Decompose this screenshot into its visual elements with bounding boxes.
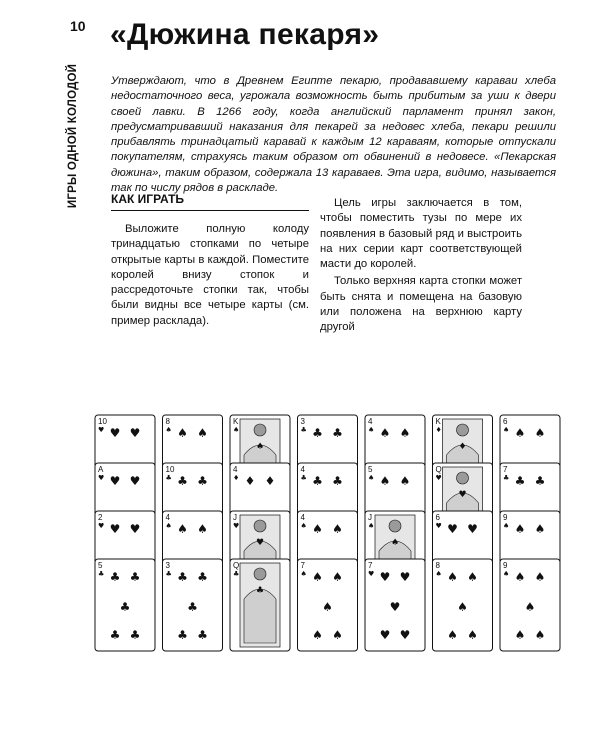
heart-icon: ♥ bbox=[435, 474, 442, 482]
club-icon: ♣ bbox=[187, 600, 198, 614]
heart-icon: ♥ bbox=[435, 522, 442, 530]
intro-paragraph bbox=[111, 74, 556, 196]
card-rank: 7 bbox=[503, 465, 508, 474]
how-to-play-heading: КАК ИГРАТЬ bbox=[111, 192, 185, 206]
spade-icon: ♠ bbox=[165, 522, 172, 530]
card-rank: 5 bbox=[98, 561, 103, 570]
spade-icon: ♠ bbox=[399, 426, 411, 440]
card-rank: 4 bbox=[165, 513, 170, 522]
spade-icon: ♠ bbox=[197, 426, 208, 440]
club-icon: ♣ bbox=[177, 474, 188, 488]
card-7-of-spades bbox=[298, 559, 358, 651]
heart-icon: ♥ bbox=[109, 474, 121, 488]
club-icon: ♣ bbox=[312, 426, 323, 440]
club-icon: ♣ bbox=[332, 426, 343, 440]
club-icon: ♣ bbox=[165, 570, 172, 578]
spade-icon: ♠ bbox=[534, 426, 546, 440]
club-icon: ♣ bbox=[197, 628, 208, 642]
club-icon: ♣ bbox=[98, 570, 105, 578]
heart-icon: ♥ bbox=[399, 628, 411, 642]
spade-icon: ♠ bbox=[300, 522, 307, 530]
club-icon: ♣ bbox=[233, 570, 240, 578]
spade-icon: ♠ bbox=[312, 522, 323, 536]
club-icon: ♣ bbox=[312, 474, 323, 488]
card-rank: 7 bbox=[368, 561, 373, 570]
club-icon: ♣ bbox=[129, 628, 141, 642]
card-rank: K bbox=[233, 417, 239, 426]
spade-icon: ♠ bbox=[379, 426, 391, 440]
spade-icon: ♠ bbox=[503, 426, 510, 434]
heart-icon: ♥ bbox=[368, 570, 375, 578]
spade-icon: ♠ bbox=[514, 522, 526, 536]
spade-icon: ♠ bbox=[524, 600, 536, 614]
spade-icon: ♠ bbox=[534, 628, 546, 642]
tableau-illustration bbox=[90, 400, 546, 642]
right-column bbox=[320, 196, 522, 336]
card-rank: 4 bbox=[300, 465, 305, 474]
card-rank: 7 bbox=[300, 561, 305, 570]
diamond-icon: ♦ bbox=[233, 474, 240, 482]
heart-icon: ♥ bbox=[98, 474, 105, 482]
heart-icon: ♥ bbox=[129, 522, 141, 536]
section-tab bbox=[60, 36, 86, 236]
club-icon: ♣ bbox=[534, 474, 546, 488]
card-rank: J bbox=[368, 513, 372, 522]
heart-icon: ♥ bbox=[129, 426, 141, 440]
diamond-icon: ♦ bbox=[264, 474, 276, 488]
card-rank: Q bbox=[435, 465, 442, 474]
spade-icon: ♠ bbox=[255, 442, 265, 452]
page-number: 10 bbox=[70, 18, 86, 34]
card-rank: 3 bbox=[300, 417, 305, 426]
spade-icon: ♠ bbox=[514, 426, 526, 440]
rules-paragraph-3: Только верхняя карта стопки может быть снята и помещена на базовую или положена на верхнюю карту другой bbox=[320, 275, 522, 334]
club-icon: ♣ bbox=[255, 586, 265, 596]
heart-icon: ♥ bbox=[109, 522, 121, 536]
heart-icon: ♥ bbox=[379, 628, 391, 642]
card-rank: A bbox=[98, 465, 104, 474]
how-to-play-heading-block bbox=[111, 192, 309, 211]
card-rank: 10 bbox=[98, 417, 107, 426]
card-rank: 4 bbox=[233, 465, 238, 474]
spade-icon: ♠ bbox=[177, 522, 188, 536]
card-rank: 5 bbox=[368, 465, 373, 474]
page-title: «Дюжина пекаря» bbox=[110, 18, 380, 51]
card-rank: 9 bbox=[503, 513, 508, 522]
card-rank: 3 bbox=[165, 561, 170, 570]
spade-icon: ♠ bbox=[197, 522, 208, 536]
club-icon: ♣ bbox=[109, 628, 121, 642]
spade-icon: ♠ bbox=[467, 628, 478, 642]
heart-icon: ♥ bbox=[389, 600, 401, 614]
card-rank: 2 bbox=[98, 513, 103, 522]
card-rank: 6 bbox=[503, 417, 508, 426]
card-3-of-clubs bbox=[163, 559, 223, 651]
heart-icon: ♥ bbox=[467, 522, 478, 536]
heart-icon: ♥ bbox=[447, 522, 458, 536]
spade-icon: ♠ bbox=[165, 426, 172, 434]
club-icon: ♣ bbox=[129, 570, 141, 584]
diamond-icon: ♦ bbox=[435, 426, 442, 434]
club-icon: ♣ bbox=[165, 474, 172, 482]
diamond-icon: ♦ bbox=[458, 442, 467, 452]
card-rank: 4 bbox=[300, 513, 305, 522]
card-9-of-spades bbox=[500, 559, 560, 651]
heart-icon: ♥ bbox=[399, 570, 411, 584]
spade-icon: ♠ bbox=[467, 570, 478, 584]
card-rank: K bbox=[435, 417, 441, 426]
card-layout-example bbox=[90, 400, 546, 642]
rules-paragraph-2: Цель игры заключается в том, чтобы поместить тузы по мере их появления в базовый ряд и выстроить на них серии карт соответствующей масти до королей. bbox=[320, 197, 522, 271]
spade-icon: ♠ bbox=[332, 628, 343, 642]
card-queen-of-clubs bbox=[230, 559, 290, 651]
spade-icon: ♠ bbox=[368, 474, 375, 482]
spade-icon: ♠ bbox=[435, 570, 442, 578]
card-5-of-clubs bbox=[95, 559, 155, 651]
spade-icon: ♠ bbox=[390, 538, 400, 548]
spade-icon: ♠ bbox=[534, 522, 546, 536]
card-rank: 9 bbox=[503, 561, 508, 570]
club-icon: ♣ bbox=[503, 474, 510, 482]
rules-paragraph-1: Выложите полную колоду тринадцатью стопками по четыре открытые карты в каждой. Поместите королей внизу стопок и рассредоточьте стопки так, чтобы были видны все четыре карты (см. пример расклада). bbox=[111, 223, 309, 327]
spade-icon: ♠ bbox=[300, 570, 307, 578]
spade-icon: ♠ bbox=[233, 426, 240, 434]
section-tab-label: ИГРЫ ОДНОЙ КОЛОДОЙ bbox=[67, 63, 79, 209]
spade-icon: ♠ bbox=[514, 628, 526, 642]
spade-icon: ♠ bbox=[447, 570, 458, 584]
card-7-of-hearts bbox=[365, 559, 425, 651]
club-icon: ♣ bbox=[514, 474, 526, 488]
heart-icon: ♥ bbox=[98, 522, 105, 530]
spade-icon: ♠ bbox=[368, 522, 375, 530]
card-rank: 4 bbox=[368, 417, 373, 426]
left-column bbox=[111, 222, 309, 329]
spade-icon: ♠ bbox=[399, 474, 411, 488]
club-icon: ♣ bbox=[109, 570, 121, 584]
spade-icon: ♠ bbox=[368, 426, 375, 434]
spade-icon: ♠ bbox=[534, 570, 546, 584]
card-rank: Q bbox=[233, 561, 240, 570]
club-icon: ♣ bbox=[300, 474, 307, 482]
spade-icon: ♠ bbox=[503, 570, 510, 578]
club-icon: ♣ bbox=[119, 600, 131, 614]
heart-icon: ♥ bbox=[129, 474, 141, 488]
club-icon: ♣ bbox=[197, 570, 208, 584]
club-icon: ♣ bbox=[177, 628, 188, 642]
club-icon: ♣ bbox=[197, 474, 208, 488]
heart-icon: ♥ bbox=[255, 538, 265, 548]
card-rank: 8 bbox=[165, 417, 170, 426]
spade-icon: ♠ bbox=[312, 570, 323, 584]
spade-icon: ♠ bbox=[332, 570, 343, 584]
heart-icon: ♥ bbox=[109, 426, 121, 440]
card-rank: 10 bbox=[165, 465, 175, 474]
spade-icon: ♠ bbox=[447, 628, 458, 642]
card-rank: 8 bbox=[435, 561, 440, 570]
club-icon: ♣ bbox=[177, 570, 188, 584]
card-rank: J bbox=[233, 513, 237, 522]
card-8-of-spades bbox=[433, 559, 493, 651]
spade-icon: ♠ bbox=[322, 600, 333, 614]
spade-icon: ♠ bbox=[177, 426, 188, 440]
spade-icon: ♠ bbox=[332, 522, 343, 536]
card-rank: 6 bbox=[435, 513, 440, 522]
heart-icon: ♥ bbox=[379, 570, 391, 584]
spade-icon: ♠ bbox=[514, 570, 526, 584]
diamond-icon: ♦ bbox=[244, 474, 256, 488]
heart-icon: ♥ bbox=[458, 490, 467, 500]
spade-icon: ♠ bbox=[457, 600, 468, 614]
spade-icon: ♠ bbox=[503, 522, 510, 530]
club-icon: ♣ bbox=[300, 426, 307, 434]
heart-icon: ♥ bbox=[98, 426, 105, 434]
intro-text: Утверждают, что в Древнем Египте пекарю, продававшему караваи хлеба недостаточного веса, угрожала возможность быть прибитым за уши к двери своей лавки. В 1266 году, когда английский парламент принял закон, предусматривавший наказания для пекарей за недовес хлеба, пекари решили прибавлять тринадцатый каравай к каждым 12 караваям, которые отпускали покупателям, страхуясь таким образом от обвинений в недовесе. «Пекарская дюжина», таким образом, содержала 13 караваев. Эта игра, видимо, называется так по числу рядов в раскладе. bbox=[111, 75, 556, 195]
heart-icon: ♥ bbox=[233, 522, 240, 530]
club-icon: ♣ bbox=[332, 474, 343, 488]
spade-icon: ♠ bbox=[312, 628, 323, 642]
spade-icon: ♠ bbox=[379, 474, 391, 488]
